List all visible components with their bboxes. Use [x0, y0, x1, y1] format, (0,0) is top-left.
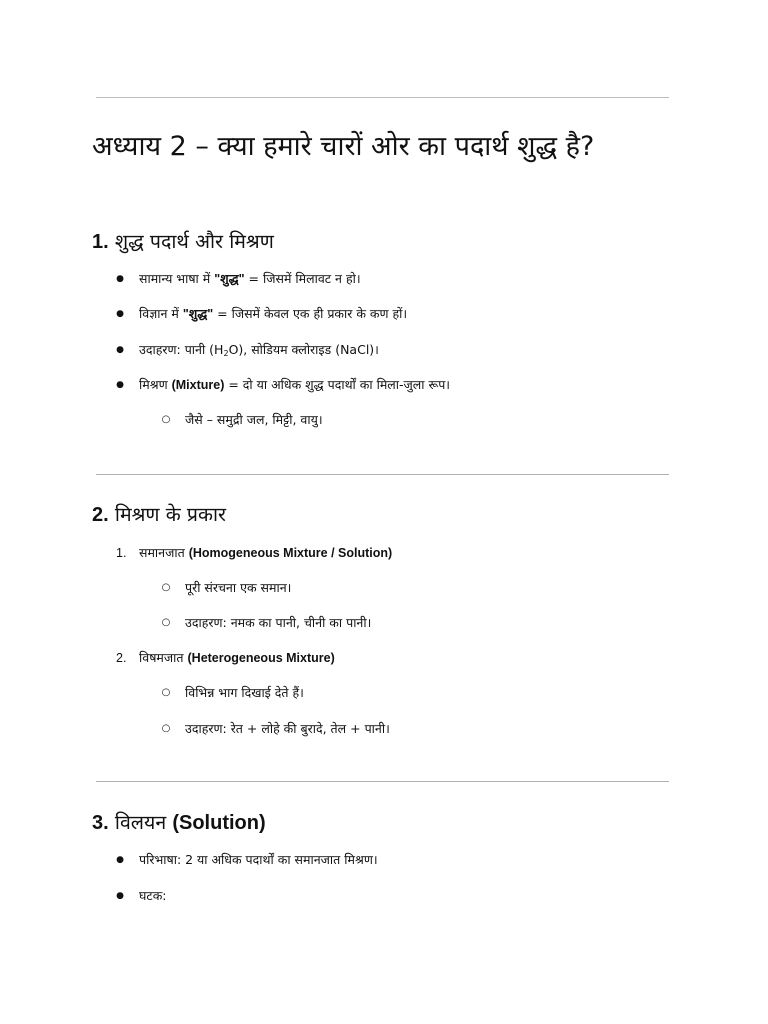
bullet-icon	[116, 887, 124, 905]
list-item: उदाहरण: पानी $(H_2O)$, सोडियम क्लोराइड (NaCl)।	[139, 342, 379, 358]
section-heading-text: विलयन	[114, 811, 167, 834]
section-number: 3.	[92, 812, 109, 834]
list-item: विषमजात (Heterogeneous Mixture)	[139, 650, 335, 665]
bullet-icon	[116, 376, 124, 394]
circle-bullet-icon	[161, 720, 171, 738]
section-number: 2.	[92, 504, 109, 526]
circle-bullet-icon	[161, 614, 171, 632]
list-item: परिभाषा: 2 या अधिक पदार्थों का समानजात मिश्रण।	[139, 852, 378, 867]
section-heading-text: शुद्ध पदार्थ और मिश्रण	[114, 230, 274, 253]
list-item: जैसे – समुद्री जल, मिट्टी, वायु।	[185, 412, 323, 427]
bullet-icon	[116, 305, 124, 323]
section-heading-bold: (Solution)	[172, 812, 266, 834]
section-heading-1	[92, 229, 274, 255]
list-item: सामान्य भाषा में "शुद्ध" = जिसमें मिलावट न हो।	[139, 271, 361, 286]
circle-bullet-icon	[161, 411, 171, 429]
circle-bullet-icon	[161, 579, 171, 597]
bullet-icon	[116, 270, 124, 288]
list-item: मिश्रण (Mixture) = दो या अधिक शुद्ध पदार्थों का मिला-जुला रूप।	[139, 377, 451, 392]
list-number: 2.	[116, 651, 127, 665]
list-item: घटक:	[139, 888, 167, 903]
list-item: पूरी संरचना एक समान।	[185, 580, 292, 595]
horizontal-rule	[96, 97, 669, 98]
chapter-title: अध्याय 2 – क्या हमारे चारों ओर का पदार्थ शुद्ध है?	[92, 131, 595, 162]
list-item: समानजात (Homogeneous Mixture / Solution)	[139, 545, 393, 560]
circle-bullet-icon	[161, 684, 171, 702]
horizontal-rule	[96, 781, 669, 782]
list-item: विभिन्न भाग दिखाई देते हैं।	[185, 685, 304, 700]
bullet-icon	[116, 341, 124, 359]
list-item: उदाहरण: रेत + लोहे की बुरादे, तेल + पानी।	[185, 721, 390, 736]
list-item: उदाहरण: नमक का पानी, चीनी का पानी।	[185, 615, 372, 630]
section-heading-3	[92, 810, 266, 836]
section-heading-2	[92, 502, 226, 528]
list-item: विज्ञान में "शुद्ध" = जिसमें केवल एक ही प्रकार के कण हों।	[139, 306, 408, 321]
list-number: 1.	[116, 546, 127, 560]
horizontal-rule	[96, 474, 669, 475]
section-number: 1.	[92, 231, 109, 253]
bullet-icon	[116, 851, 124, 869]
section-heading-text: मिश्रण के प्रकार	[114, 503, 226, 526]
